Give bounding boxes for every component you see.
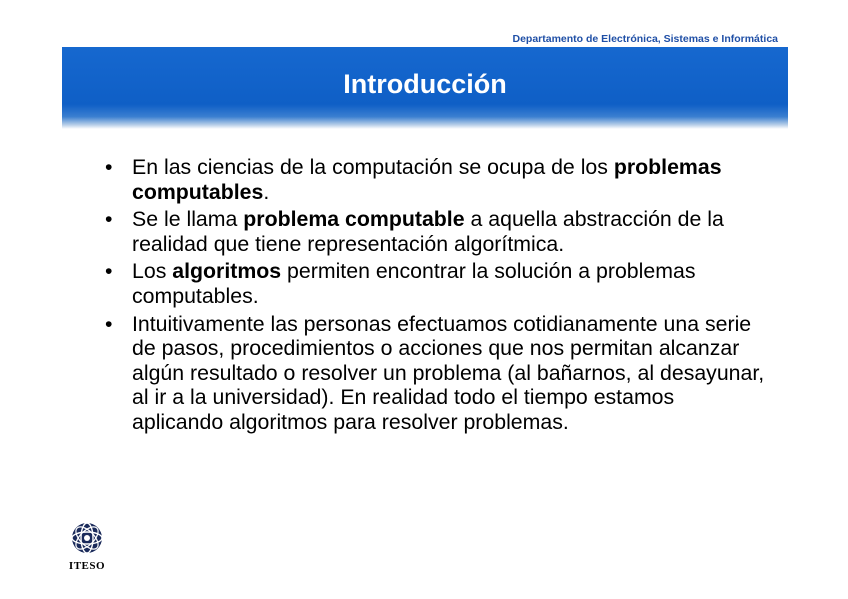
bullet-marker: • bbox=[105, 155, 113, 179]
bullet-item bbox=[105, 312, 765, 435]
bullet-segment: Se le llama bbox=[132, 207, 244, 232]
bullet-segment-bold: problema computable bbox=[243, 207, 465, 232]
bullet-list bbox=[105, 155, 765, 438]
bullet-segment: a aquella abstracción de la realidad que tiene representación algorítmica. bbox=[132, 207, 724, 256]
bullet-segment: Los bbox=[132, 259, 173, 284]
bullet-text bbox=[132, 155, 722, 204]
bullet-text bbox=[132, 312, 764, 434]
bullet-segment-bold: problemas computables bbox=[132, 155, 722, 204]
department-header: Departamento de Electrónica, Sistemas e Informática bbox=[512, 33, 778, 45]
bullet-segment-bold: algoritmos bbox=[172, 259, 282, 284]
title-bar bbox=[62, 47, 788, 129]
bullet-text bbox=[132, 259, 695, 308]
bullet-segment: Intuitivamente las personas efectuamos cotidianamente una serie de pasos, procedimientos o acciones que nos permitan alcanzar algún resultado o resolver un problema (al bañarnos, al desayunar, al ir a la universidad). En realidad todo el tiempo estamos aplicando algoritmos para resolver problemas. bbox=[132, 311, 765, 434]
bullet-segment: En las ciencias de la computación se ocupa de los bbox=[132, 155, 614, 179]
bullet-marker: • bbox=[105, 311, 113, 336]
bullet-segment: . bbox=[263, 179, 270, 204]
slide-title: Introducción bbox=[343, 69, 507, 99]
bullet-marker: • bbox=[105, 259, 113, 284]
bullet-item bbox=[105, 259, 765, 308]
iteso-logo-text: ITESO bbox=[68, 560, 106, 572]
bullet-segment: permiten encontrar la solución a problemas computables. bbox=[132, 259, 696, 308]
bullet-item bbox=[105, 207, 765, 256]
bullet-text bbox=[132, 207, 724, 256]
bullet-item bbox=[105, 155, 765, 204]
bullet-marker: • bbox=[105, 207, 113, 232]
